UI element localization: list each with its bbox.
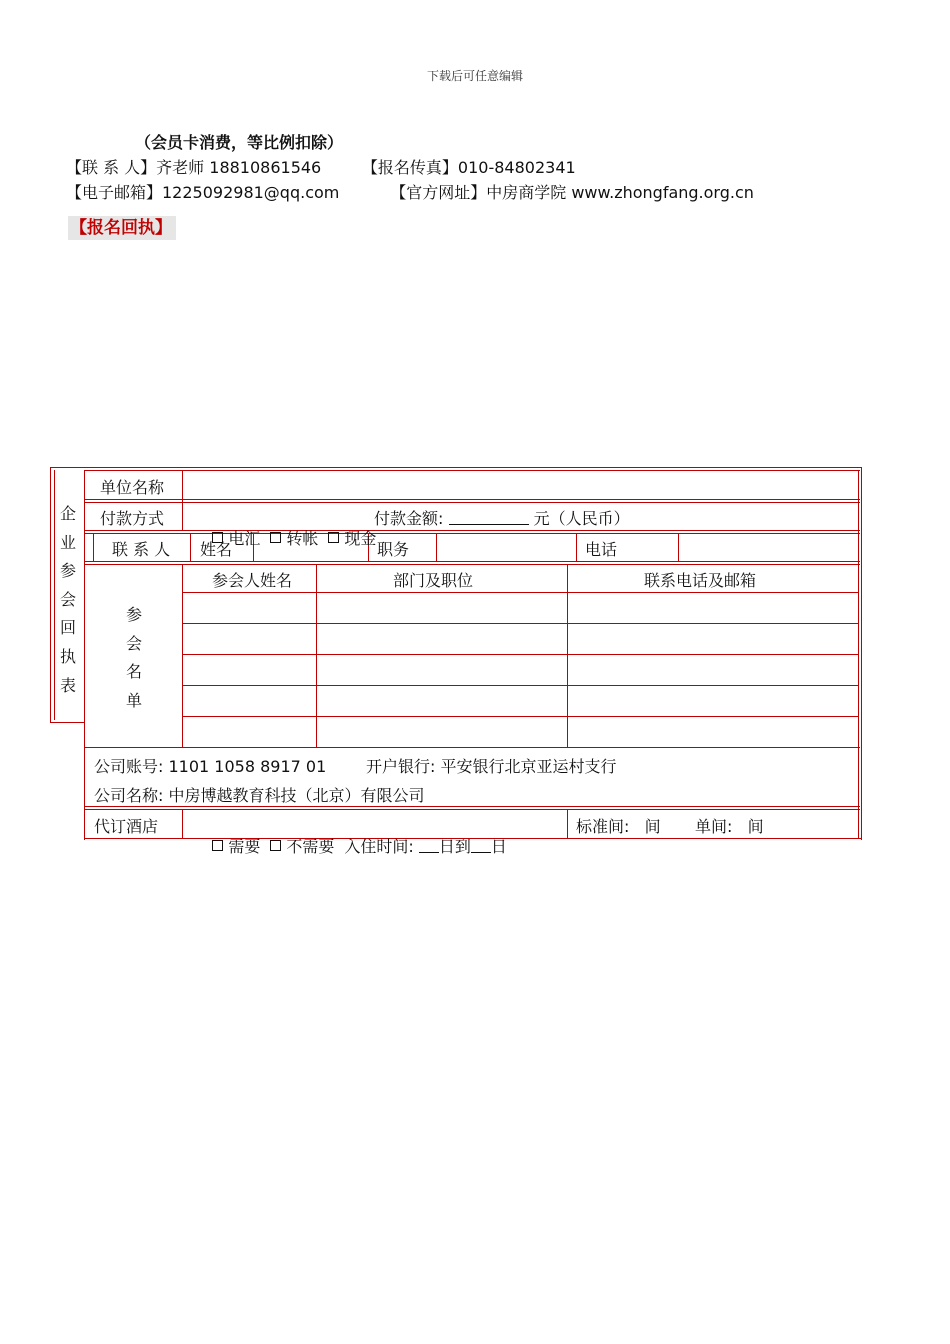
unit-name-field[interactable]	[184, 472, 857, 498]
contact-phone-label: 电话	[585, 540, 618, 559]
single-room-label: 单间:	[695, 817, 733, 836]
company-account: 公司账号: 1101 1058 8917 01	[94, 757, 327, 776]
payment-method-label: 付款方式	[100, 509, 165, 528]
column-attendee-name: 参会人姓名	[212, 571, 293, 590]
payment-amount-suffix: 元（人民币）	[533, 509, 630, 528]
attendee-side-label: 参 会 名 单	[125, 605, 142, 711]
option-no-hotel[interactable]: 不需要	[270, 837, 334, 857]
contact-title-label: 职务	[377, 540, 410, 559]
column-department-position: 部门及职位	[393, 571, 474, 590]
member-note: （会员卡消费，等比例扣除）	[135, 133, 344, 152]
checkin-from-label: 日到	[438, 837, 471, 856]
checkin-from-blank[interactable]	[419, 838, 439, 853]
payment-options	[192, 509, 386, 569]
contact-line-1: 【联 系 人】齐老师 18810861546 【报名传真】010-84802341	[66, 158, 576, 177]
single-room	[695, 817, 764, 837]
checkin-label: 入住时间:	[344, 837, 414, 856]
contact-name-label: 姓名	[200, 540, 233, 559]
checkbox-icon	[328, 532, 339, 543]
column-phone-email: 联系电话及邮箱	[644, 571, 757, 590]
contact-line-2: 【电子邮箱】1225092981@qq.com 【官方网址】中房商学院 www.zhongfang.org.cn	[66, 183, 754, 202]
checkbox-icon	[212, 840, 223, 851]
checkin-to-label: 日	[490, 837, 507, 856]
payment-amount-label: 付款金额:	[374, 509, 444, 528]
bank-name: 开户银行: 平安银行北京亚运村支行	[366, 757, 617, 776]
section-title: 【报名回执】	[68, 216, 176, 240]
payment-amount	[374, 509, 630, 529]
hotel-label: 代订酒店	[94, 817, 159, 836]
contact-label: 联 系 人	[112, 540, 171, 559]
checkbox-icon	[270, 532, 281, 543]
standard-room	[576, 817, 661, 837]
company-name: 公司名称: 中房博越教育科技（北京）有限公司	[94, 786, 425, 805]
payment-amount-blank[interactable]	[449, 510, 529, 525]
option-wire-transfer[interactable]: 电汇	[212, 529, 260, 549]
option-cash[interactable]: 现金	[328, 529, 376, 549]
checkbox-icon	[270, 840, 281, 851]
standard-room-unit: 间	[644, 817, 661, 836]
hotel-options	[192, 817, 507, 877]
standard-room-label: 标准间:	[576, 817, 630, 836]
unit-name-label: 单位名称	[100, 478, 165, 497]
option-need-hotel[interactable]: 需要	[212, 837, 260, 857]
form-side-label: 企 业 参 会 回 执 表	[59, 504, 76, 695]
checkin-to-blank[interactable]	[471, 838, 491, 853]
header-note: 下载后可任意编辑	[426, 69, 523, 83]
option-transfer[interactable]: 转帐	[270, 529, 318, 549]
single-room-unit: 间	[747, 817, 764, 836]
